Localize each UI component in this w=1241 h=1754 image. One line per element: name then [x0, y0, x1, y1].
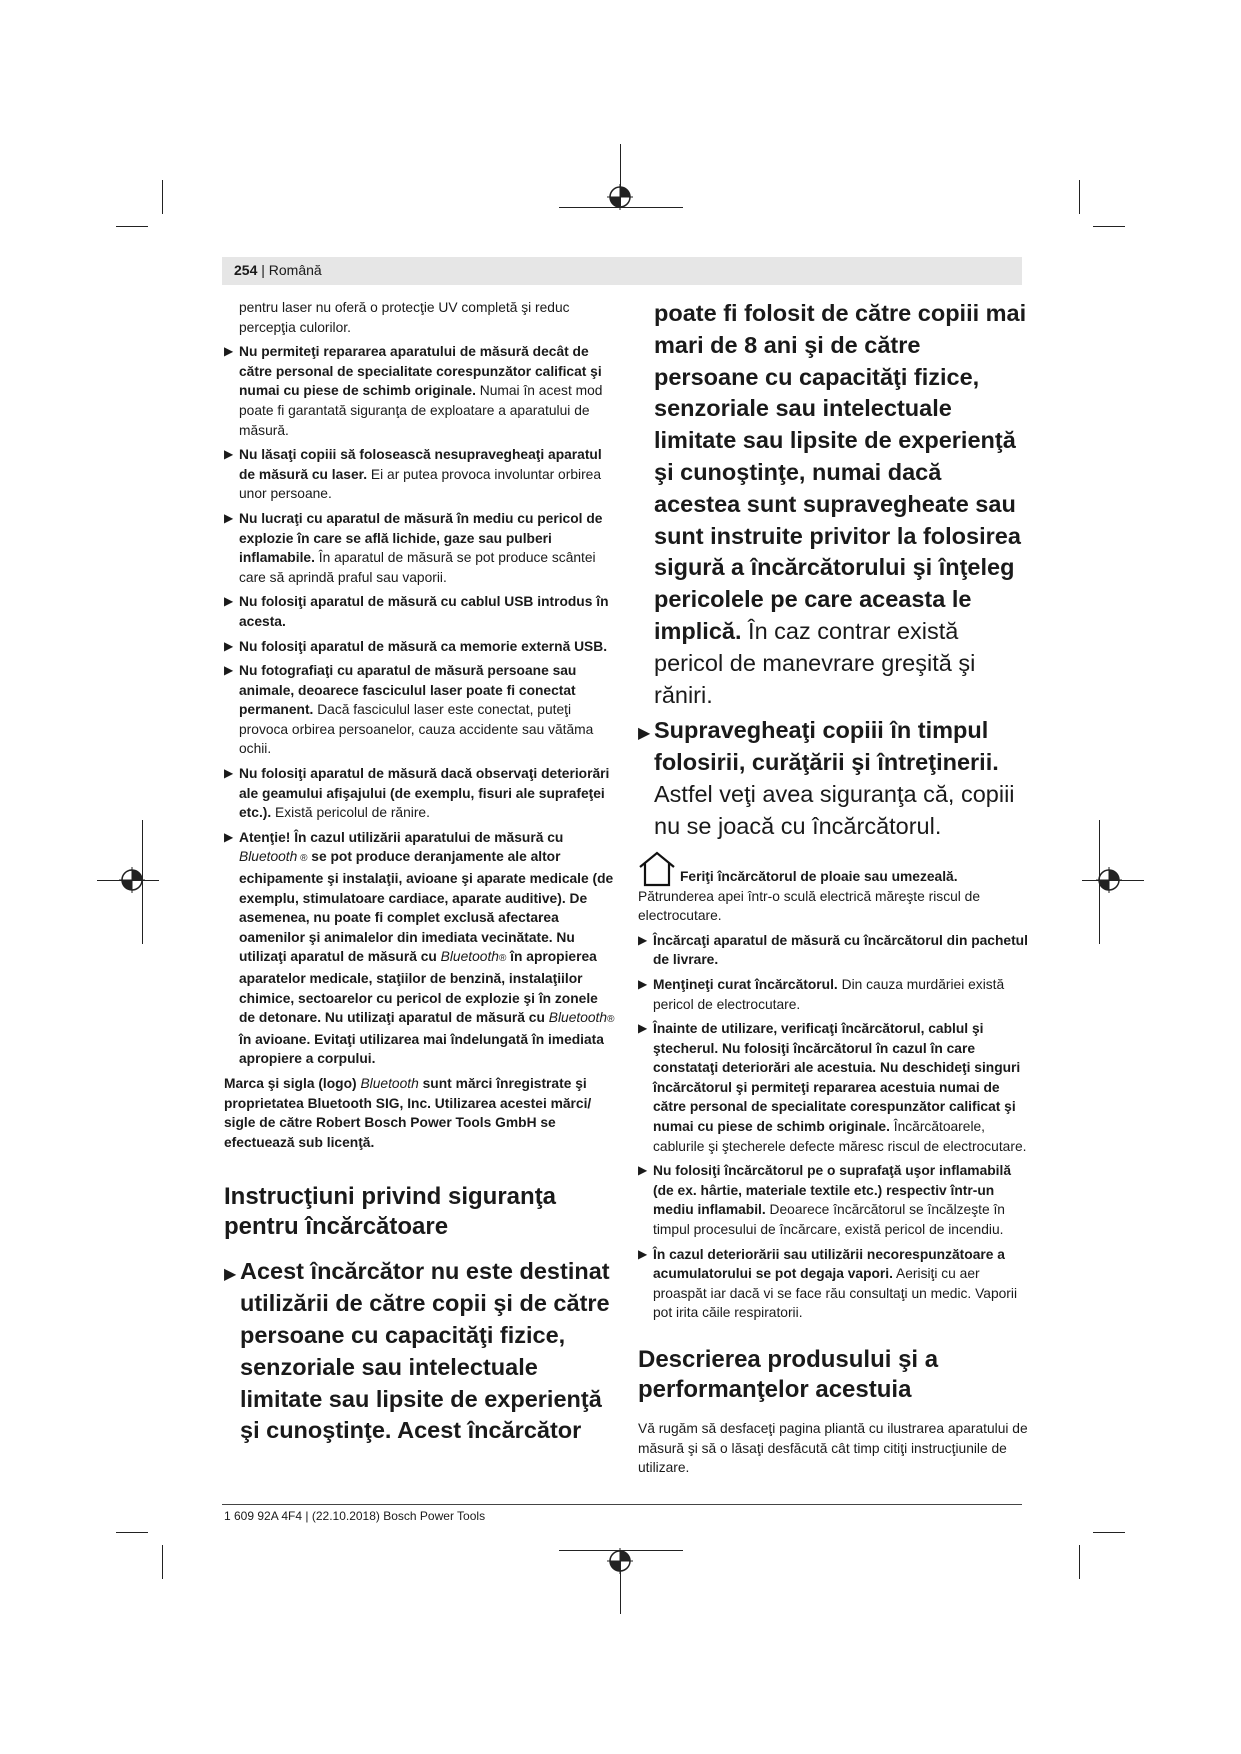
bullet-bold: Nu folosiţi aparatul de măsură ca memorie externă USB. [239, 638, 608, 654]
arrow-icon: ▶ [224, 638, 234, 653]
list-item [224, 661, 616, 759]
big-bold-text: Supravegheaţi copiii în timpul folosirii, curăţării şi întreţinerii. [654, 717, 999, 776]
list-item [224, 445, 616, 504]
big-list-item [638, 715, 1028, 842]
bullet-text: Dacă fasciculul laser este conectat, puteţi provoca orbirea persoanelor, cauza accidente sau vătăma ochii. [239, 702, 594, 757]
arrow-icon: ▶ [638, 1163, 648, 1178]
page-number: 254 [234, 262, 258, 278]
crop-mark [162, 1545, 163, 1579]
bullet-bold: Nu lăsaţi copiii să folosească nesupravegheaţi aparatul de măsură cu laser. [239, 447, 602, 482]
intro-text: pentru laser nu oferă o protecţie UV completă şi reduc percepţia culorilor. [239, 300, 570, 335]
list-item [224, 764, 616, 823]
arrow-icon: ▶ [224, 1266, 237, 1284]
list-item [224, 637, 616, 657]
arrow-icon: ▶ [224, 766, 234, 781]
bullet-text: Încărcătoarele, cablurile şi ştecherele defecte măresc riscul de electrocutare. [653, 1119, 1027, 1154]
crop-mark [1093, 226, 1125, 227]
big-list-item [224, 1256, 616, 1447]
footer-rule [222, 1504, 1022, 1505]
list-item [638, 931, 1028, 970]
big-bullet-text: Acest încărcător nu este destinat utilizării de către copii şi de către persoane cu capacităţi fizice, senzoriale sau intelectuale limitate sau lipsite de experienţă şi cunoştinţe. Acest încărcător [240, 1258, 610, 1444]
crop-mark [1093, 1532, 1125, 1533]
section-heading: Instrucţiuni privind siguranţa pentru încărcătoare [224, 1183, 557, 1241]
rain-warning [638, 851, 1028, 887]
list-item [224, 509, 616, 587]
trademark-text: sunt mărci înregistrate şi proprietatea Bluetooth SIG, Inc. Utilizarea acestei mărci/ sigle de către Robert Bosch Power Tools GmbH se efectuează sub licenţă. [224, 1075, 592, 1150]
arrow-icon: ▶ [224, 829, 234, 844]
crop-mark [116, 1532, 148, 1533]
registration-mark-icon [119, 867, 145, 893]
registered-mark: ® [607, 1014, 615, 1026]
big-continue-text [638, 298, 1028, 711]
bullet-text: Aerisiţi cu aer proaspăt iar dacă vi se face rău consultaţi un medic. Vaporii pot irita căile respiratorii. [653, 1266, 1018, 1321]
house-icon [638, 851, 676, 887]
registration-mark-icon [1096, 867, 1122, 893]
header-separator: | [257, 262, 269, 278]
right-column [638, 298, 1028, 1478]
bullet-text: Ei ar putea provoca involuntar orbirea unor persoane. [239, 466, 602, 502]
bullet-text: Există pericolul de rănire. [271, 805, 430, 821]
page-footer: 1 609 92A 4F4 | (22.10.2018) Bosch Power Tools [224, 1509, 486, 1523]
list-item [638, 1245, 1028, 1323]
trademark-text: Marca şi sigla (logo) [224, 1075, 361, 1091]
warning-text: Pătrunderea apei într-o sculă electrică măreşte riscul de electrocutare. [638, 888, 981, 924]
list-item [638, 1161, 1028, 1239]
registration-mark-icon [607, 184, 633, 210]
section-heading: Descrierea produsului şi a performanţelor acestuia [638, 1346, 939, 1404]
registration-mark-icon [607, 1548, 633, 1574]
bt-text: se pot produce deranjamente ale altor echipamente şi instalaţii, avioane şi aparate medicale (de exemplu, stimulatoare cardiace, aparate auditive). De asemenea, nu poate fi complet exclusă afectarea oamenilor şi animalelor din imediata vecinătate. Nu utilizaţi aparatul de măsură cu [239, 849, 614, 965]
arrow-icon: ▶ [224, 510, 234, 525]
bullet-bold: Nu folosiţi încărcătorul pe o suprafaţă uşor inflamabilă (de ex. hârtie, materiale textile etc.) respectiv într-un mediu inflamabil. [653, 1163, 1012, 1218]
final-text: Vă rugăm să desfaceţi pagina pliantă cu ilustrarea aparatului de măsură şi să o lăsaţi desfăcută cât timp citiţi instrucţiunile de utilizare. [638, 1421, 1028, 1476]
bt-text: Atenţie! În cazul utilizării aparatului de măsură cu [239, 829, 564, 845]
arrow-icon: ▶ [224, 594, 234, 609]
list-item [638, 1019, 1028, 1156]
bluetooth-word: Bluetooth [239, 849, 298, 865]
crop-mark [162, 180, 163, 214]
bluetooth-warning-item [224, 828, 616, 1069]
bullet-bold: Nu permiteţi repararea aparatului de măsură decât de către personal de specialitate corespunzător calificat şi numai cu piese de schimb originale. [239, 344, 602, 399]
arrow-icon: ▶ [638, 1246, 648, 1261]
left-column [224, 298, 616, 1447]
bluetooth-word: Bluetooth [360, 1075, 419, 1091]
bluetooth-word: Bluetooth [440, 949, 499, 965]
list-item [638, 975, 1028, 1014]
arrow-icon: ▶ [638, 725, 651, 743]
bullet-bold: Nu lucraţi cu aparatul de măsură în mediu cu pericol de explozie în care se află lichide, gaze sau pulberi inflamabile. [239, 510, 603, 566]
header-language: Română [268, 262, 322, 278]
bullet-bold: Încărcaţi aparatul de măsură cu încărcătorul din pachetul de livrare. [653, 932, 1028, 968]
list-item [224, 592, 616, 631]
bt-text: în apropierea aparatelor medicale, staţiilor de benzină, instalaţiilor chimice, sectoarelor cu pericol de explozie şi în zonele de detonare. Nu utilizaţi aparatul de măsură cu [239, 949, 598, 1026]
bullet-bold: Nu folosiţi aparatul de măsură cu cablul USB introdus în acesta. [239, 594, 609, 629]
bullet-text: În aparatul de măsură se pot produce scântei care să aprindă praful sau vaporii. [239, 550, 596, 585]
registered-mark: ® [498, 953, 507, 965]
arrow-icon: ▶ [224, 447, 234, 462]
arrow-icon: ▶ [638, 976, 648, 991]
bullet-bold: Nu folosiţi aparatul de măsură dacă observaţi deteriorări ale geamului afişajului (de exemplu, fisuri ale suprafeţei etc.). [239, 766, 610, 821]
big-normal-text: În caz contrar există pericol de manevrare greşită şi răniri. [654, 617, 976, 708]
list-item [224, 342, 616, 440]
warning-title: Feriţi încărcătorul de ploaie sau umezeală. [680, 868, 958, 884]
big-normal-text: Astfel veţi avea siguranţa că, copiii nu se joacă cu încărcătorul. [654, 780, 1015, 839]
page-header [234, 262, 322, 278]
crop-mark [1079, 1545, 1080, 1579]
bullet-bold: Înainte de utilizare, verificaţi încărcătorul, cablul şi ştecherul. Nu folosiţi încărcătorul în cazul în care constataţi deteriorări ale acestuia. Nu deschideţi singuri încărcătorul şi permiteţi repararea acestuia numai de către personal de specialitate corespunzător calificat şi numai cu piese de schimb originale. [653, 1021, 1021, 1135]
trademark-notice [224, 1074, 616, 1152]
arrow-icon: ▶ [638, 1021, 648, 1036]
registered-mark: ® [297, 853, 308, 865]
arrow-icon: ▶ [224, 344, 234, 359]
bullet-bold: Menţineţi curat încărcătorul. [653, 976, 838, 992]
header-bar [222, 257, 1022, 285]
big-bold-text: poate fi folosit de către copiii mai mari de 8 ani şi de către persoane cu capacităţi fizice, senzoriale sau intelectuale limitate sau lipsite de experienţă şi cunoştinţe, numai dacă acestea sunt supravegheate sau sunt instruite privitor la folosirea sigură a încărcătorului şi înţeleg pericolele pe care aceasta le implică. [654, 300, 1027, 644]
bullet-bold: Nu fotografiaţi cu aparatul de măsură persoane sau animale, deoarece fasciculul laser poate fi conectat permanent. [239, 663, 577, 718]
crop-mark [1079, 180, 1080, 214]
arrow-icon: ▶ [224, 663, 234, 678]
crop-mark [116, 226, 148, 227]
bt-text: în avioane. Evitaţi utilizarea mai îndelungată în imediata apropiere a corpului. [239, 1031, 604, 1067]
bluetooth-word: Bluetooth [548, 1010, 608, 1026]
bullet-text: Deoarece încărcătorul se încălzeşte în timpul procesului de încărcare, există pericol de incendiu. [653, 1202, 1005, 1238]
bullet-text: Numai în acest mod poate fi garantată siguranţa de exploatare a aparatului de măsură. [239, 383, 603, 438]
bullet-bold: În cazul deteriorării sau utilizării necorespunzătoare a acumulatorului se pot degaja vapori. [653, 1246, 1005, 1282]
arrow-icon: ▶ [638, 932, 648, 947]
bullet-text: Din cauza murdăriei există pericol de electrocutare. [653, 976, 1005, 1012]
